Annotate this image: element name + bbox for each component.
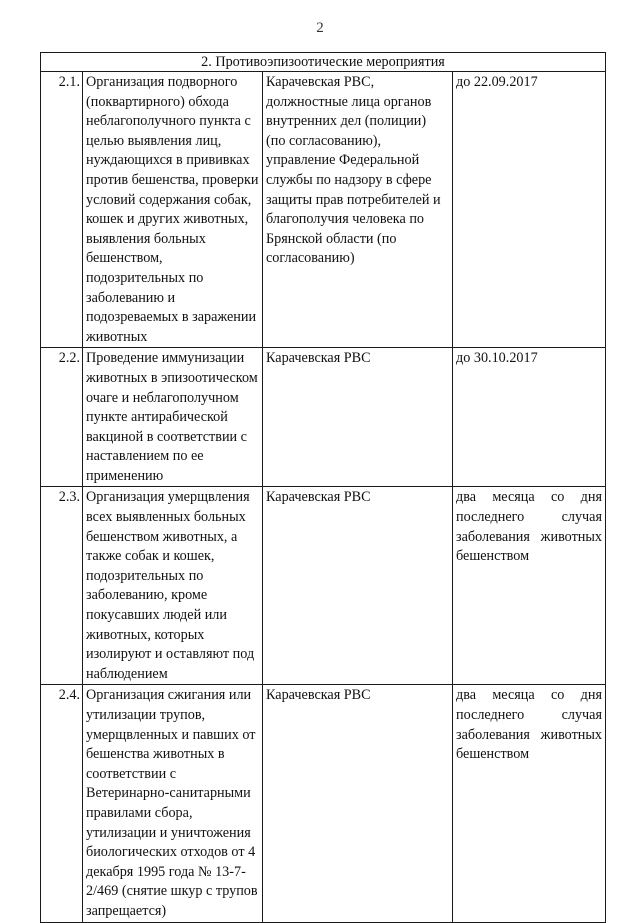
table-row [41, 348, 606, 487]
deadline-cell: два месяца со дня последнего случая заболевания животных бешенством [453, 685, 606, 922]
responsible-cell: Карачевская РВС [263, 685, 453, 922]
responsible-cell: Карачевская РВС [263, 487, 453, 685]
activity-cell: Организация умерщвления всех выявленных больных бешенством животных, а также собак и кошек, подозрительных по заболеванию, кроме покусавших людей или животных, которых изолируют и оставляют под наблюдением [83, 487, 263, 685]
row-number: 2.1. [41, 72, 83, 348]
responsible-cell: Карачевская РВС, должностные лица органов внутренних дел (полиции) (по согласованию), управление Федеральной службы по надзору в сфере защиты прав потребителей и благополучия человека по Брянской области (по согласованию) [263, 72, 453, 348]
section-title: 2. Противоэпизоотические мероприятия [41, 53, 606, 72]
table-row [41, 487, 606, 685]
activity-cell: Проведение иммунизации животных в эпизоотическом очаге и неблагополучном пункте антирабической вакциной в соответствии с наставлением по ее применению [83, 348, 263, 487]
measures-table [40, 52, 606, 923]
deadline-cell: до 22.09.2017 [453, 72, 606, 348]
activity-cell: Организация сжигания или утилизации трупов, умерщвленных и павших от бешенства животных в соответствии с Ветеринарно-санитарными правилами сбора, утилизации и уничтожения биологических отходов от 4 декабря 1995 года № 13-7-2/469 (снятие шкур с трупов запрещается) [83, 685, 263, 922]
row-number: 2.4. [41, 685, 83, 922]
deadline-cell: два месяца со дня последнего случая заболевания животных бешенством [453, 487, 606, 685]
deadline-cell: до 30.10.2017 [453, 348, 606, 487]
table-row [41, 72, 606, 348]
row-number: 2.2. [41, 348, 83, 487]
responsible-cell: Карачевская РВС [263, 348, 453, 487]
row-number: 2.3. [41, 487, 83, 685]
activity-cell: Организация подворного (поквартирного) обхода неблагополучного пункта с целью выявления лиц, нуждающихся в прививках против бешенства, проверки условий содержания собак, кошек и других животных, выявления больных бешенством, подозрительных по заболеванию и подозреваемых в заражении животных [83, 72, 263, 348]
table-row [41, 685, 606, 922]
page-number: 2 [316, 20, 324, 36]
section-header-row [41, 53, 606, 72]
